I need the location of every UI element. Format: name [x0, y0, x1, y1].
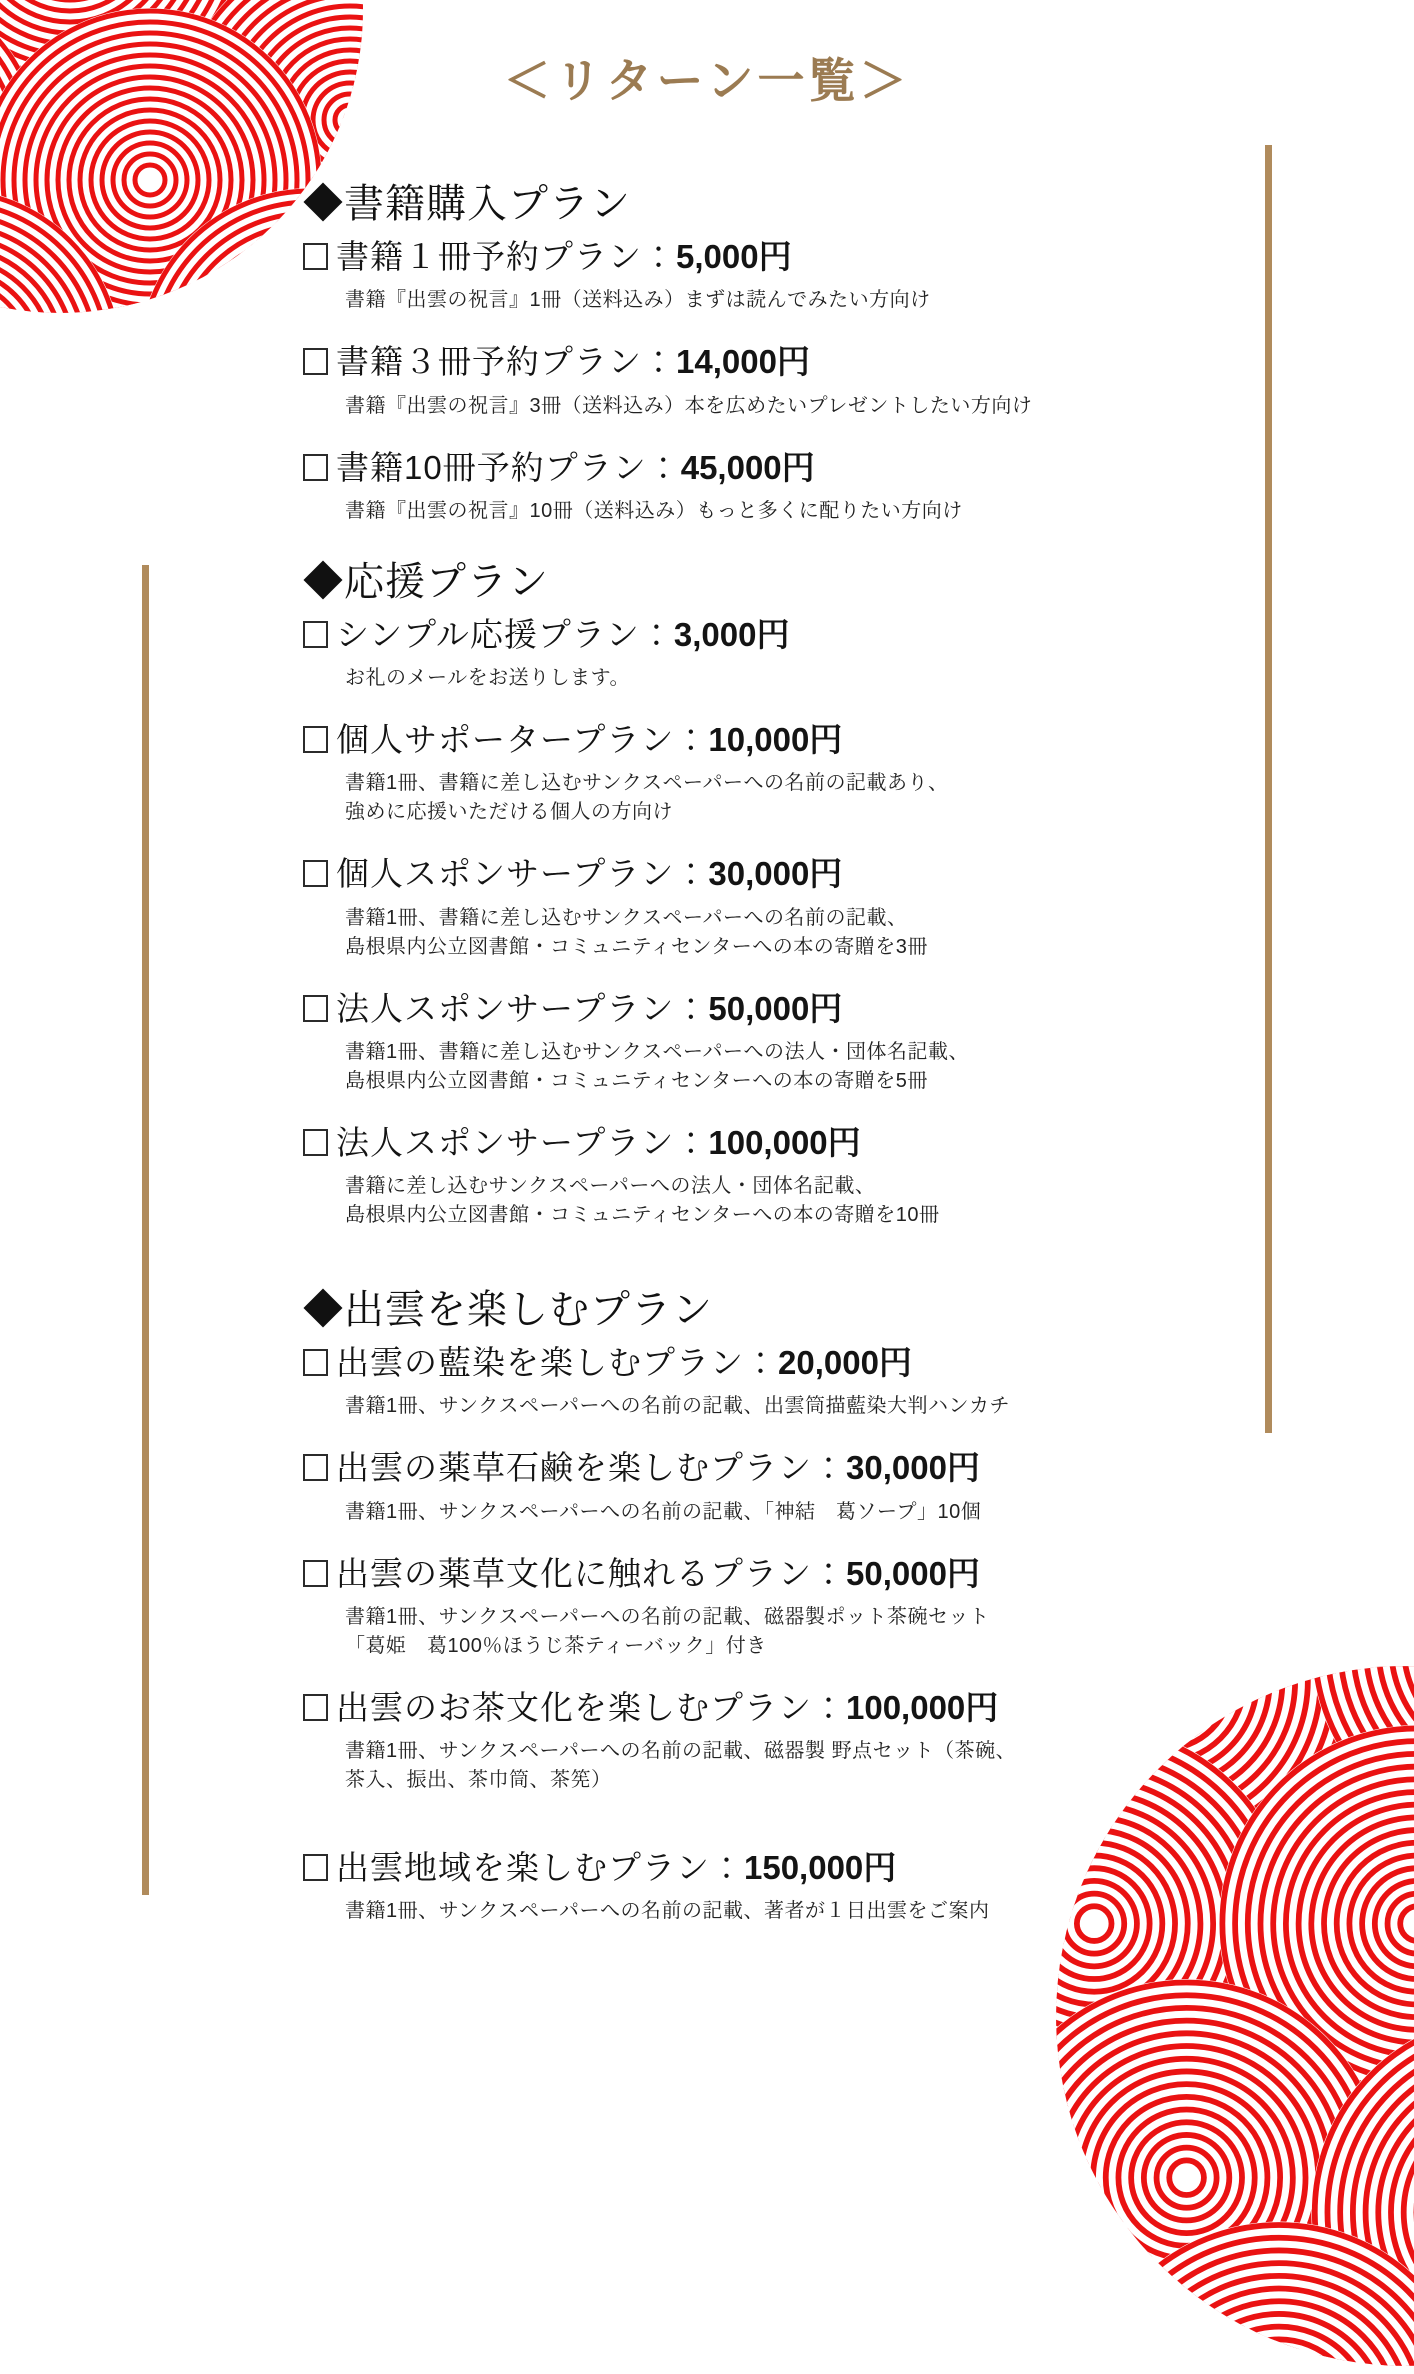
plan-item — [303, 1447, 1283, 1526]
plan-desc-line: 強めに応援いただける個人の方向け — [345, 801, 673, 824]
plan-name: 書籍１冊予約プラン： — [336, 238, 676, 275]
plan-description — [345, 286, 1283, 315]
plan-price: 20,000円 — [778, 1344, 912, 1381]
plan-title — [303, 1447, 1283, 1488]
plan-name: 個人サポータープラン： — [336, 721, 709, 758]
checkbox-icon — [303, 348, 328, 375]
plan-item — [303, 853, 1283, 961]
section-enjoy-izumo — [303, 1284, 1283, 1926]
returns-list — [303, 178, 1283, 1952]
checkbox-icon — [303, 1694, 328, 1721]
checkbox-icon — [303, 1854, 328, 1881]
plan-description — [345, 1038, 1283, 1096]
plan-desc-line: 「葛姫 葛100％ほうじ茶ティーバック」付き — [345, 1634, 767, 1657]
plan-price: 50,000円 — [708, 989, 843, 1027]
plan-item — [303, 614, 1283, 693]
plan-title — [303, 988, 1283, 1029]
checkbox-icon — [303, 1560, 328, 1587]
plan-desc-line: 書籍1冊、サンクスペーパーへの名前の記載、「神結 葛ソープ」10個 — [345, 1500, 982, 1523]
checkbox-icon — [303, 1129, 328, 1156]
plan-title — [303, 1687, 1283, 1728]
section-heading: ◆応援プラン — [303, 559, 549, 604]
plan-name: 個人スポンサープラン： — [336, 855, 709, 893]
plan-price: 5,000円 — [676, 238, 792, 275]
plan-item — [303, 1687, 1283, 1795]
plan-name: 書籍３冊予約プラン： — [336, 343, 676, 381]
divider-left — [142, 565, 149, 1895]
plan-desc-line: 島根県内公立図書館・コミュニティセンターへの本の寄贈を3冊 — [345, 935, 928, 958]
checkbox-icon — [303, 1454, 328, 1481]
plan-description — [345, 1392, 1283, 1421]
plan-desc-line: 書籍1冊、書籍に差し込むサンクスペーパーへの法人・団体名記載、 — [345, 1040, 970, 1063]
checkbox-icon — [303, 243, 328, 270]
checkbox-icon — [303, 454, 328, 481]
plan-title — [303, 614, 1283, 655]
plan-title — [303, 1122, 1283, 1163]
plan-title — [303, 236, 1283, 277]
checkbox-icon — [303, 621, 328, 648]
section-heading: ◆出雲を楽しむプラン — [303, 1288, 713, 1332]
plan-item — [303, 719, 1283, 827]
plan-name: 出雲の薬草文化に触れるプラン： — [336, 1554, 846, 1592]
plan-item — [303, 1553, 1283, 1661]
plan-title — [303, 447, 1283, 488]
plan-desc-line: 書籍1冊、書籍に差し込むサンクスペーパーへの名前の記載あり、 — [345, 772, 949, 795]
plan-price: 100,000円 — [846, 1688, 999, 1726]
plan-item — [303, 341, 1283, 420]
checkbox-icon — [303, 860, 328, 887]
plan-desc-line: 書籍1冊、サンクスペーパーへの名前の記載、出雲筒描藍染大判ハンカチ — [345, 1395, 1011, 1418]
plan-name: 書籍10冊予約プラン： — [336, 448, 681, 486]
section-support — [303, 556, 1283, 1230]
plan-price: 30,000円 — [708, 855, 843, 893]
plan-description — [345, 1737, 1283, 1795]
plan-title — [303, 1553, 1283, 1594]
plan-description — [345, 904, 1283, 962]
plan-item — [303, 236, 1283, 315]
plan-desc-line: 書籍『出雲の祝言』1冊（送料込み）まずは読んでみたい方向け — [345, 289, 931, 312]
plan-item — [303, 1122, 1283, 1230]
plan-title — [303, 341, 1283, 382]
section-book-purchase — [303, 178, 1283, 526]
plan-desc-line: 書籍1冊、サンクスペーパーへの名前の記載、磁器製 野点セット（茶碗、 — [345, 1740, 1017, 1762]
plan-name: 出雲の藍染を楽しむプラン： — [336, 1344, 778, 1381]
plan-price: 150,000円 — [744, 1849, 897, 1886]
plan-item — [303, 1342, 1283, 1421]
plan-price: 3,000円 — [673, 615, 790, 653]
plan-desc-line: 茶入、振出、茶巾筒、茶筅） — [345, 1769, 612, 1791]
plan-description — [345, 497, 1283, 526]
plan-description — [345, 1172, 1283, 1230]
plan-title — [303, 853, 1283, 894]
plan-desc-line: 島根県内公立図書館・コミュニティセンターへの本の寄贈を10冊 — [345, 1204, 940, 1226]
plan-desc-line: 書籍に差し込むサンクスペーパーへの法人・団体名記載、 — [345, 1175, 876, 1197]
plan-name: 出雲のお茶文化を楽しむプラン： — [336, 1688, 846, 1726]
plan-description — [345, 1498, 1283, 1527]
checkbox-icon — [303, 726, 328, 753]
plan-desc-line: お礼のメールをお送りします。 — [345, 667, 630, 689]
plan-description — [345, 1897, 1283, 1926]
plan-description — [345, 392, 1283, 421]
plan-title — [303, 1847, 1283, 1888]
plan-name: 法人スポンサープラン： — [336, 989, 709, 1027]
plan-desc-line: 書籍1冊、書籍に差し込むサンクスペーパーへの名前の記載、 — [345, 906, 908, 929]
plan-desc-line: 島根県内公立図書館・コミュニティセンターへの本の寄贈を5冊 — [345, 1069, 928, 1092]
plan-price: 50,000円 — [846, 1554, 980, 1592]
plan-description — [345, 664, 1283, 693]
plan-title — [303, 719, 1283, 760]
plan-price: 14,000円 — [676, 343, 810, 381]
plan-title — [303, 1342, 1283, 1383]
plan-price: 45,000円 — [680, 448, 815, 486]
checkbox-icon — [303, 1349, 328, 1376]
plan-name: 出雲の薬草石鹸を楽しむプラン： — [336, 1449, 846, 1487]
plan-name: シンプル応援プラン： — [336, 615, 674, 653]
plan-name: 出雲地域を楽しむプラン： — [336, 1849, 744, 1886]
section-heading: ◆書籍購入プラン — [303, 182, 631, 226]
plan-item — [303, 447, 1283, 526]
plan-desc-line: 書籍『出雲の祝言』10冊（送料込み）もっと多くに配りたい方向け — [345, 499, 963, 522]
plan-desc-line: 書籍1冊、サンクスペーパーへの名前の記載、磁器製ポット茶碗セット — [345, 1605, 990, 1628]
plan-desc-line: 書籍1冊、サンクスペーパーへの名前の記載、著者が１日出雲をご案内 — [345, 1900, 990, 1923]
checkbox-icon — [303, 995, 328, 1022]
plan-price: 30,000円 — [846, 1449, 980, 1487]
page-title: ＜リターン一覧＞ — [503, 54, 911, 107]
plan-price: 100,000円 — [708, 1123, 861, 1161]
plan-desc-line: 書籍『出雲の祝言』3冊（送料込み）本を広めたいプレゼントしたい方向け — [345, 394, 1033, 417]
plan-item — [303, 1847, 1283, 1926]
plan-price: 10,000円 — [708, 721, 843, 758]
plan-name: 法人スポンサープラン： — [336, 1123, 709, 1161]
plan-item — [303, 988, 1283, 1096]
plan-description — [345, 1603, 1283, 1661]
plan-description — [345, 769, 1283, 827]
